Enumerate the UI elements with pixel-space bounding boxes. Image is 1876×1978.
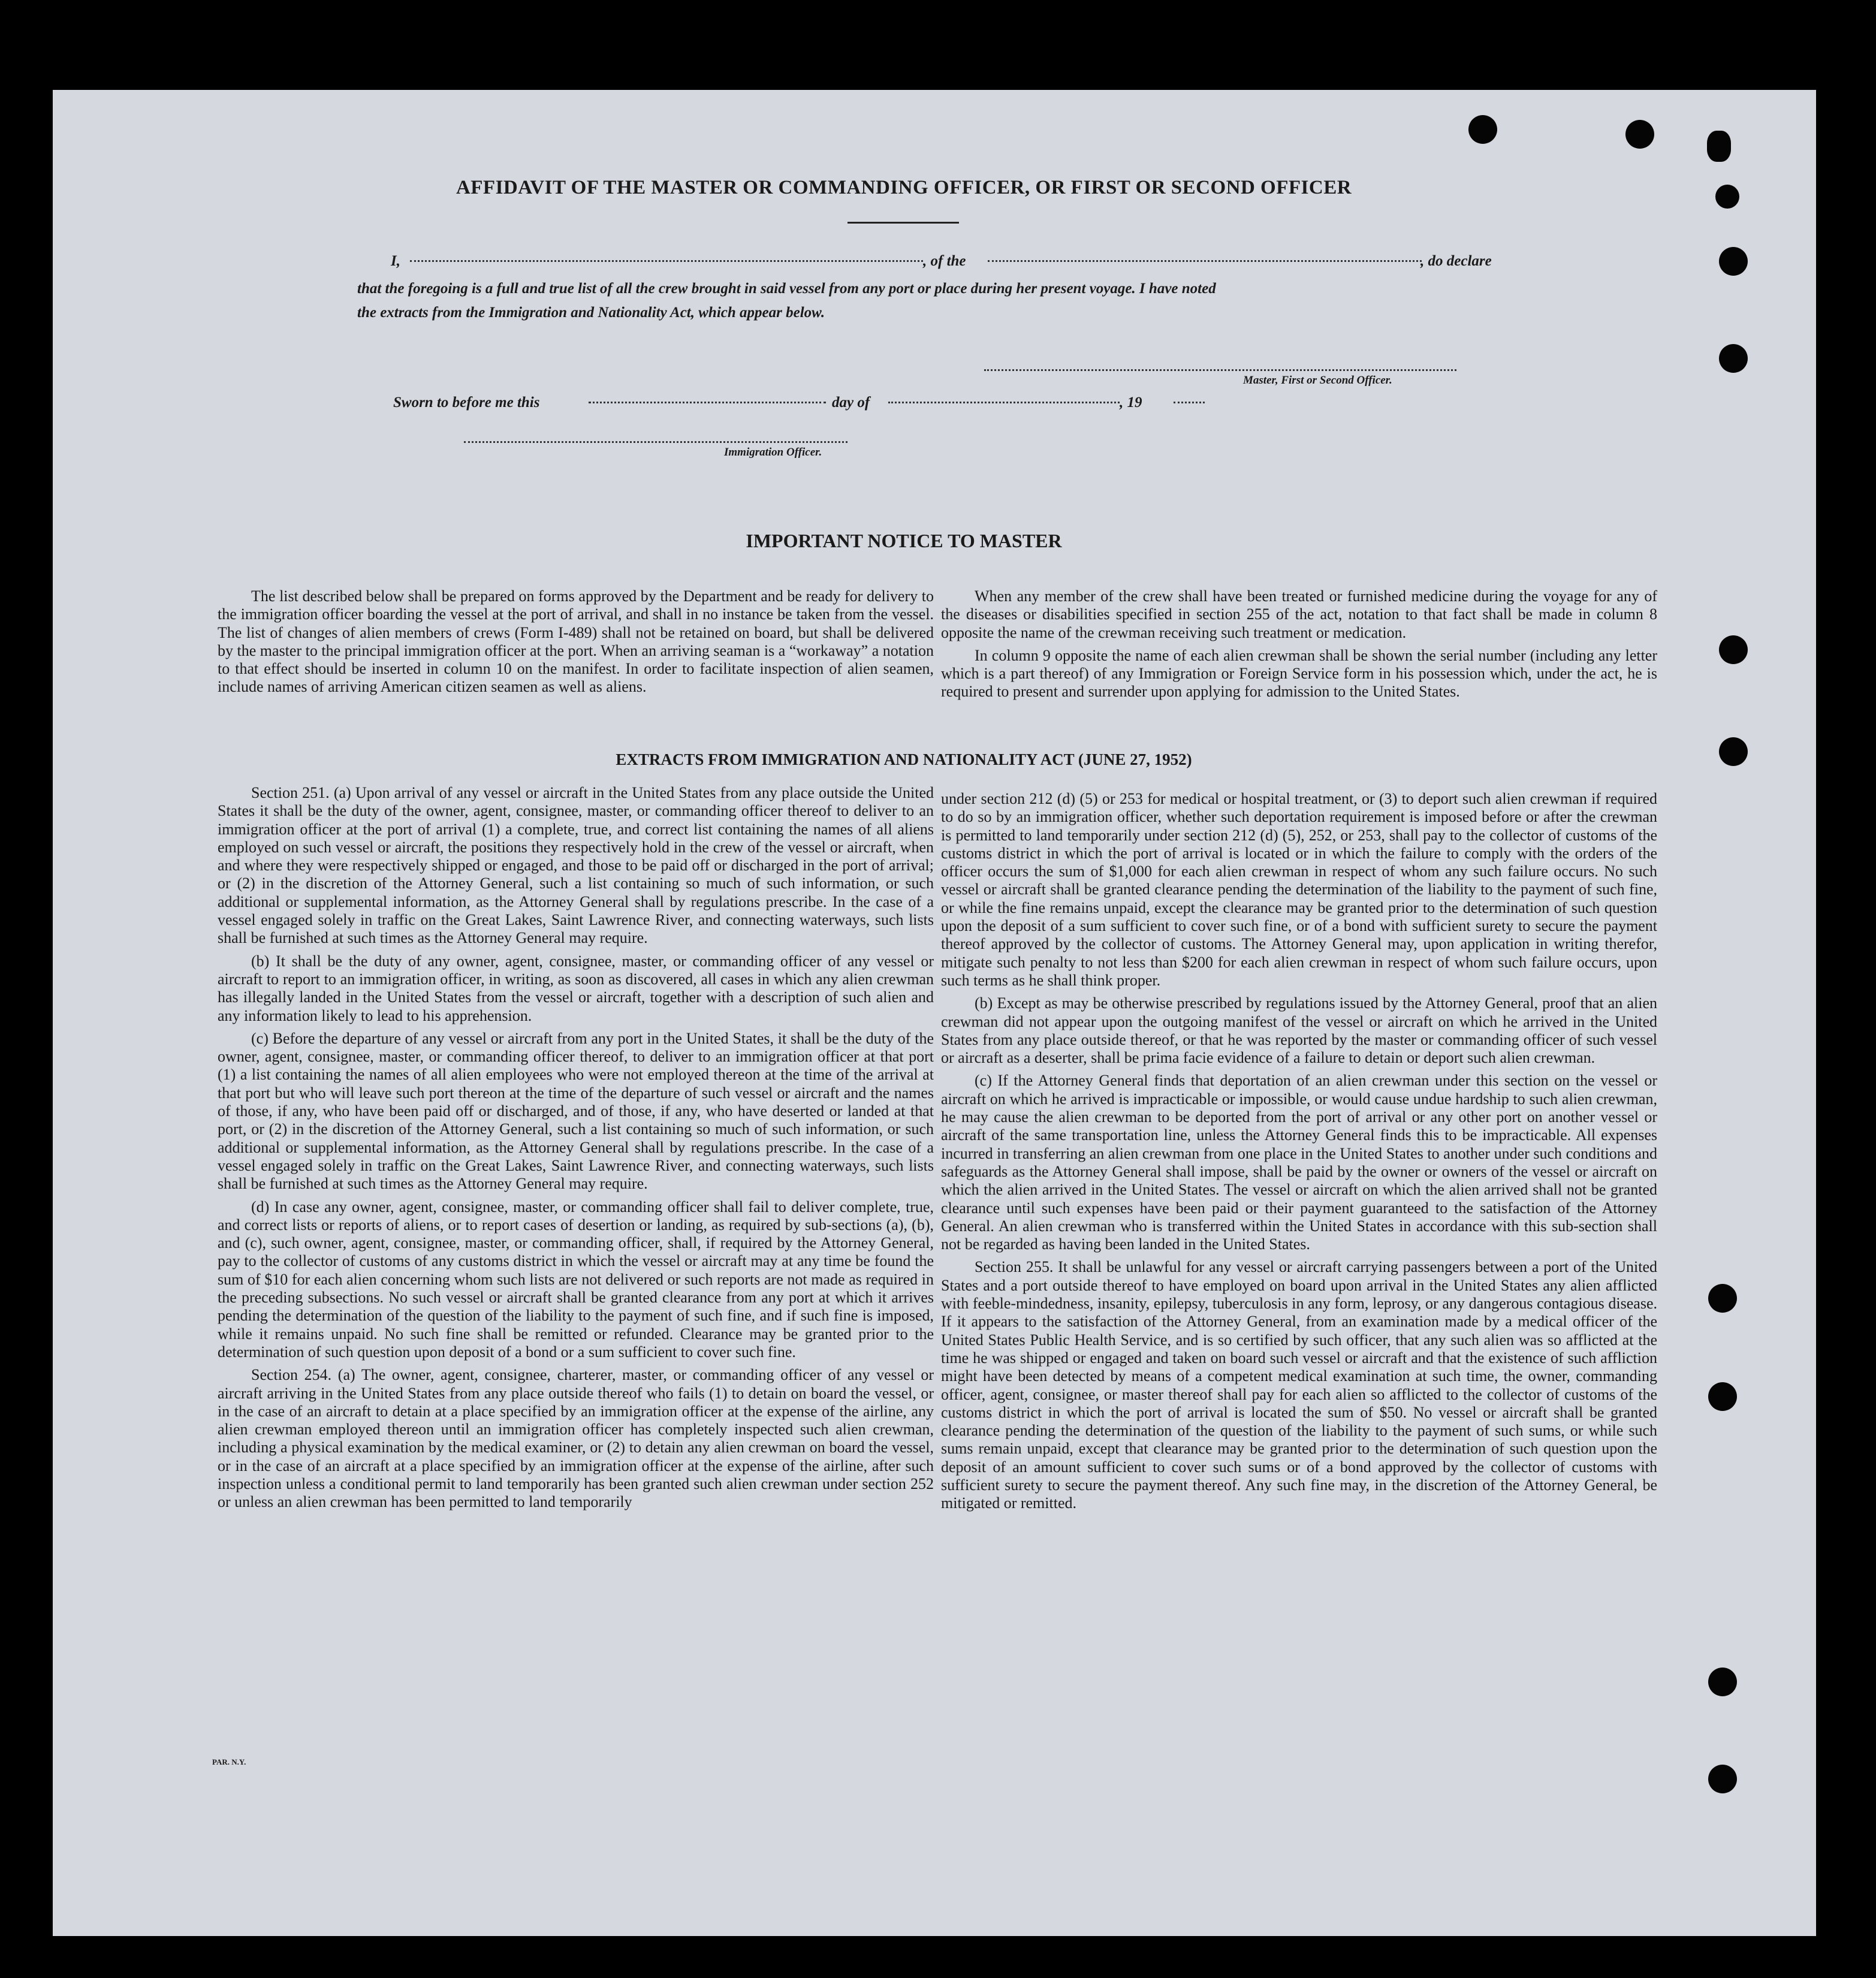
decl-of-the-label: , of the	[923, 253, 966, 269]
punch-hole	[1468, 115, 1497, 144]
title-underline	[847, 222, 959, 224]
decl-line-2: that the foregoing is a full and true list of all the crew brought in said vessel from any port or place during her present voyage. I have noted	[357, 281, 1216, 297]
sworn-label: Sworn to before me this	[393, 394, 540, 411]
notice-paragraph: The list described below shall be prepared on forms approved by the Department and be ready for delivery to the immigration officer boarding the vessel at the port of arrival, and shall in no instance be taken from the vessel. The list of changes of alien members of crews (Form I-489) shall not be retained on board, but shall be delivered by the master to the principal immigration officer at the port. When an arriving seaman is a “workaway” a notation to that effect should be inserted in column 10 on the manifest. In order to facilitate inspection of alien seamen, include names of arriving American citizen seamen as well as aliens.	[218, 587, 934, 696]
printer-mark: PAR. N.Y.	[212, 1757, 246, 1766]
extract-paragraph: (c) If the Attorney General finds that deportation of an alien crewman under this section on the vessel or aircraft on which he arrived is impracticable or impossible, or would cause undue hardship to such alien crewman, he may cause the alien crewman to be deported from the port of arrival or any other port on another vessel or aircraft of the same transportation line, unless the Attorney General finds this to be impracticable. All expenses incurred in transferring an alien crewman from one place in the United States to another under such conditions and safeguards as the Attorney General shall impose, shall be paid by the owner or owners of the vessel or aircraft on which the alien arrived in the United States. The vessel or aircraft on which the alien arrived shall not be granted clearance until such expenses have been paid or their payment guaranteed to the satisfaction of the Attorney General. An alien crewman who is transferred within the United States in accordance with this sub-section shall not be regarded as having been landed in the United States.	[941, 1072, 1657, 1253]
punch-hole	[1708, 1382, 1737, 1411]
decl-do-declare-label: , do declare	[1420, 253, 1492, 269]
punch-hole	[1715, 185, 1739, 209]
decl-line-3: the extracts from the Immigration and Nationality Act, which appear below.	[357, 304, 825, 321]
extracts-left-column	[218, 784, 934, 1516]
extract-paragraph: (b) Except as may be otherwise prescribed by regulations issued by the Attorney General, proof that an alien crewman did not appear upon the outgoing manifest of the vessel or aircraft on which he arrived in the United States from any place outside thereof, or that he was reported by the master or commanding officer of such vessel or aircraft as a deserter, shall be prima facie evidence of a failure to detain or deport such alien crewman.	[941, 994, 1657, 1067]
notice-left-column	[218, 587, 934, 701]
punch-hole	[1708, 1668, 1737, 1696]
name-field[interactable]	[410, 260, 923, 262]
officer-signature-label: Immigration Officer.	[724, 446, 822, 459]
extracts-title: EXTRACTS FROM IMMIGRATION AND NATIONALITY ACT (JUNE 27, 1952)	[616, 750, 1192, 768]
master-signature-field[interactable]	[984, 369, 1456, 371]
decl-i-label: I,	[391, 253, 400, 269]
notice-title: IMPORTANT NOTICE TO MASTER	[746, 530, 1062, 551]
sworn-month-field[interactable]	[888, 402, 1120, 403]
extracts-right-column	[941, 790, 1657, 1518]
extract-paragraph: (d) In case any owner, agent, consignee, master, or commanding officer shall fail to deliver complete, true, and correct lists or reports of aliens, or to report cases of desertion or landing, as required by sub-sections (a), (b), and (c), such owner, agent, consignee, master, or commanding officer, shall, if required by the Attorney General, pay to the collector of customs of any customs district in which the vessel or aircraft may at any time be found the sum of $10 for each alien concerning whom such lists are not delivered or such reports are not made as required in the preceding subsections. No such vessel or aircraft shall be granted clearance from any port at which it arrives pending the determination of the question of the liability to the payment of such fine, and if such fine is imposed, while it remains unpaid. No such fine shall be remitted or refunded. Clearance may be granted prior to the determination of such question upon deposit of a bond or a sum sufficient to cover such fine.	[218, 1198, 934, 1361]
extract-paragraph: under section 212 (d) (5) or 253 for medical or hospital treatment, or (3) to deport such alien crewman if required to do so by an immigration officer, whether such deportation requirement is imposed before or after the crewman is permitted to land temporarily under section 212 (d) (5), 252, or 253, shall pay to the collector of customs of the customs district in which the port of arrival is located or in which the failure to comply with the orders of the officer occurs the sum of $1,000 for each alien crewman in respect of whom any such failure occurs. No such vessel or aircraft shall be granted clearance pending the determination of the liability to the payment of such fine, or while the fine remains unpaid, except the clearance may be granted prior to the determination of such question upon the deposit of a sum sufficient to cover such fine, or of a bond with sufficient surety to secure the payment thereof approved by the collector of customs. The Attorney General may, upon application in writing therefor, mitigate such penalty to not less than $200 for each alien crewman in respect of whom such failure occurs, upon such terms as he shall think proper.	[941, 790, 1657, 989]
extract-paragraph: (c) Before the departure of any vessel or aircraft from any port in the United States, it shall be the duty of the owner, agent, consignee, master, or commanding officer thereof, to deliver to an immigration officer at that port (1) a list containing the names of all alien employees who were not employed thereon at the time of the arrival at that port but who will leave such port thereon at the time of the departure of such vessel or aircraft and the names of those, if any, who have been paid off or discharged, and of those, if any, who have deserted or landed at that port, or (2) in the discretion of the Attorney General, such a list containing so much of such information, or such additional or supplemental information, as the Attorney General shall by regulations prescribe. In the case of a vessel engaged solely in traffic on the Great Lakes, Saint Lawrence River, and connecting waterways, such lists shall be furnished at such times as the Attorney General may require.	[218, 1029, 934, 1193]
notice-paragraph: In column 9 opposite the name of each alien crewman shall be shown the serial number (including any letter which is a part thereof) of any Immigration or Foreign Service form in his possession which, under the act, he is required to present and surrender upon applying for admission to the United States.	[941, 646, 1657, 701]
punch-hole	[1707, 131, 1731, 162]
punch-hole	[1708, 1284, 1737, 1313]
officer-signature-field[interactable]	[464, 441, 847, 443]
affidavit-title: AFFIDAVIT OF THE MASTER OR COMMANDING OFFICER, OR FIRST OR SECOND OFFICER	[456, 177, 1352, 198]
notice-right-column	[941, 587, 1657, 706]
punch-hole	[1708, 1765, 1737, 1793]
sworn-day-field[interactable]	[589, 402, 826, 403]
extract-paragraph: Section 251. (a) Upon arrival of any vessel or aircraft in the United States from any place outside the United States it shall be the duty of the owner, agent, consignee, master, or commanding officer thereof to deliver to an immigration officer at the port of arrival (1) a complete, true, and correct list containing the names of all aliens employed on such vessel or aircraft, the positions they respectively hold in the crew of the vessel or aircraft, when and where they were respectively shipped or engaged, and those to be paid off or discharged in the port of arrival; or (2) in the discretion of the Attorney General, such a list containing so much of such information, or such additional or supplemental information, as the Attorney General shall by regulations prescribe. In the case of a vessel engaged solely in traffic on the Great Lakes, Saint Lawrence River, and connecting waterways, such lists shall be furnished at such times as the Attorney General may require.	[218, 784, 934, 947]
document-page	[53, 90, 1816, 1936]
punch-hole	[1719, 247, 1748, 276]
extract-paragraph: Section 254. (a) The owner, agent, consignee, charterer, master, or commanding officer of any vessel or aircraft arriving in the United States from any place outside thereof who fails (1) to detain on board the vessel, or in the case of an aircraft to detain at a place specified by an immigration officer at the expense of the airline, any alien crewman employed thereon until an immigration officer has completely inspected such alien crewman, including a physical examination by the medical examiner, or (2) to detain any alien crewman on board the vessel, or in the case of an aircraft at a place specified by an immigration officer at the expense of the airline, after such inspection unless a conditional permit to land temporarily has been granted such alien crewman under section 252 or unless an alien crewman has been permitted to land temporarily	[218, 1366, 934, 1511]
punch-hole	[1625, 120, 1654, 149]
sworn-year-field[interactable]	[1174, 402, 1205, 403]
extract-paragraph: (b) It shall be the duty of any owner, agent, consignee, master, or commanding officer of any vessel or aircraft to report to an immigration officer, in writing, as soon as discovered, all cases in which any alien crewman has illegally landed in the United States from the vessel or aircraft, together with a description of such alien and any information likely to lead to his apprehension.	[218, 952, 934, 1024]
notice-paragraph: When any member of the crew shall have been treated or furnished medicine during the voyage for any of the diseases or disabilities specified in section 255 of the act, notation to that fact shall be made in column 8 opposite the name of the crewman receiving such treatment or medication.	[941, 587, 1657, 641]
day-of-label: day of	[832, 394, 870, 411]
year-label: , 19	[1120, 394, 1142, 411]
extract-paragraph: Section 255. It shall be unlawful for any vessel or aircraft carrying passengers between a port of the United States and a port outside thereof to have employed on board upon arrival in the United States any alien afflicted with feeble-mindedness, insanity, epilepsy, tuberculosis in any form, leprosy, or any dangerous contagious disease. If it appears to the satisfaction of the Attorney General, from an examination made by a medical officer of the United States Public Health Service, and is so certified by such officer, that any such alien was so afflicted at the time he was shipped or engaged and taken on board such vessel or aircraft and that the existence of such affliction might have been detected by means of a competent medical examination at such time, the owner, commanding officer, agent, consignee, or master thereof shall pay for each alien so afflicted to the collector of customs of the customs district in which the port of arrival is located the sum of $50. No vessel or aircraft shall be granted clearance pending the determination of the question of the liability to the payment of such sums, or while such sums remain unpaid, except that clearance may be granted prior to the determination of such question upon the deposit of an amount sufficient to cover such sums or of a bond approved by the collector of customs with sufficient surety to secure the payment thereof. Any such fine may, in the discretion of the Attorney General, be mitigated or remitted.	[941, 1258, 1657, 1512]
vessel-field[interactable]	[988, 260, 1422, 262]
punch-hole	[1719, 737, 1748, 766]
punch-hole	[1719, 344, 1748, 373]
punch-hole	[1719, 635, 1748, 664]
master-signature-label: Master, First or Second Officer.	[1243, 374, 1392, 387]
